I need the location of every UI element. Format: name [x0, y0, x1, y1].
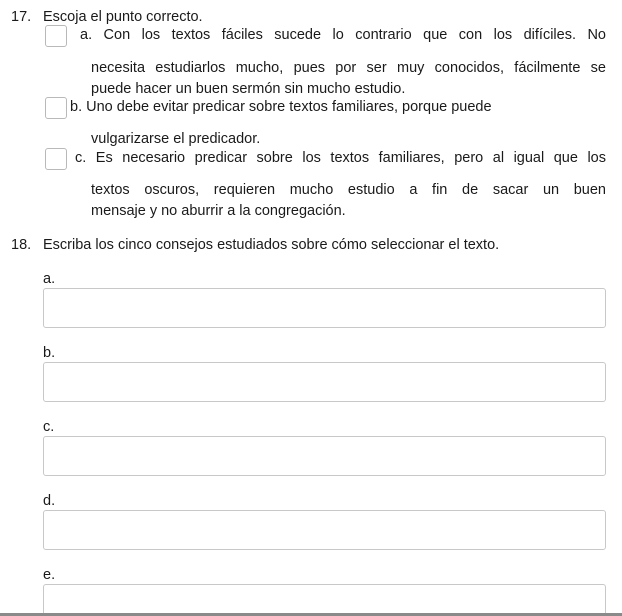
option-c-line-1: c. Es necesario predicar sobre los textos familiares, pero al igual que los	[75, 150, 606, 166]
answer-a-input[interactable]	[43, 288, 606, 328]
field-b-label: b.	[43, 345, 56, 361]
answer-c-input[interactable]	[43, 436, 606, 476]
option-b-checkbox[interactable]	[45, 97, 67, 119]
option-b-line-2: vulgarizarse el predicador.	[91, 131, 261, 147]
answer-e-input[interactable]	[43, 584, 606, 613]
option-a-checkbox[interactable]	[45, 25, 67, 47]
question-18-number: 18.	[11, 237, 32, 253]
field-a-label: a.	[43, 271, 56, 287]
answer-d-input[interactable]	[43, 510, 606, 550]
field-d-label: d.	[43, 493, 56, 509]
question-17-prompt: Escoja el punto correcto.	[43, 9, 203, 25]
option-a-line-3: puede hacer un buen sermón sin mucho estudio.	[91, 81, 406, 97]
option-c-checkbox[interactable]	[45, 148, 67, 170]
field-e-label: e.	[43, 567, 56, 583]
field-c-label: c.	[43, 419, 55, 435]
answer-b-input[interactable]	[43, 362, 606, 402]
option-b-line-1: b. Uno debe evitar predicar sobre textos familiares, porque puede	[70, 99, 492, 115]
option-a-line-1: a. Con los textos fáciles sucede lo contrario que con los difíciles. No	[80, 27, 606, 43]
question-17-number: 17.	[11, 9, 32, 25]
option-c-line-3: mensaje y no aburrir a la congregación.	[91, 203, 346, 219]
option-c-line-2: textos oscuros, requieren mucho estudio a fin de sacar un buen	[91, 182, 606, 198]
option-a-line-2: necesita estudiarlos mucho, pues por ser muy conocidos, fácilmente se	[91, 60, 606, 76]
question-18-prompt: Escriba los cinco consejos estudiados sobre cómo seleccionar el texto.	[43, 237, 500, 253]
